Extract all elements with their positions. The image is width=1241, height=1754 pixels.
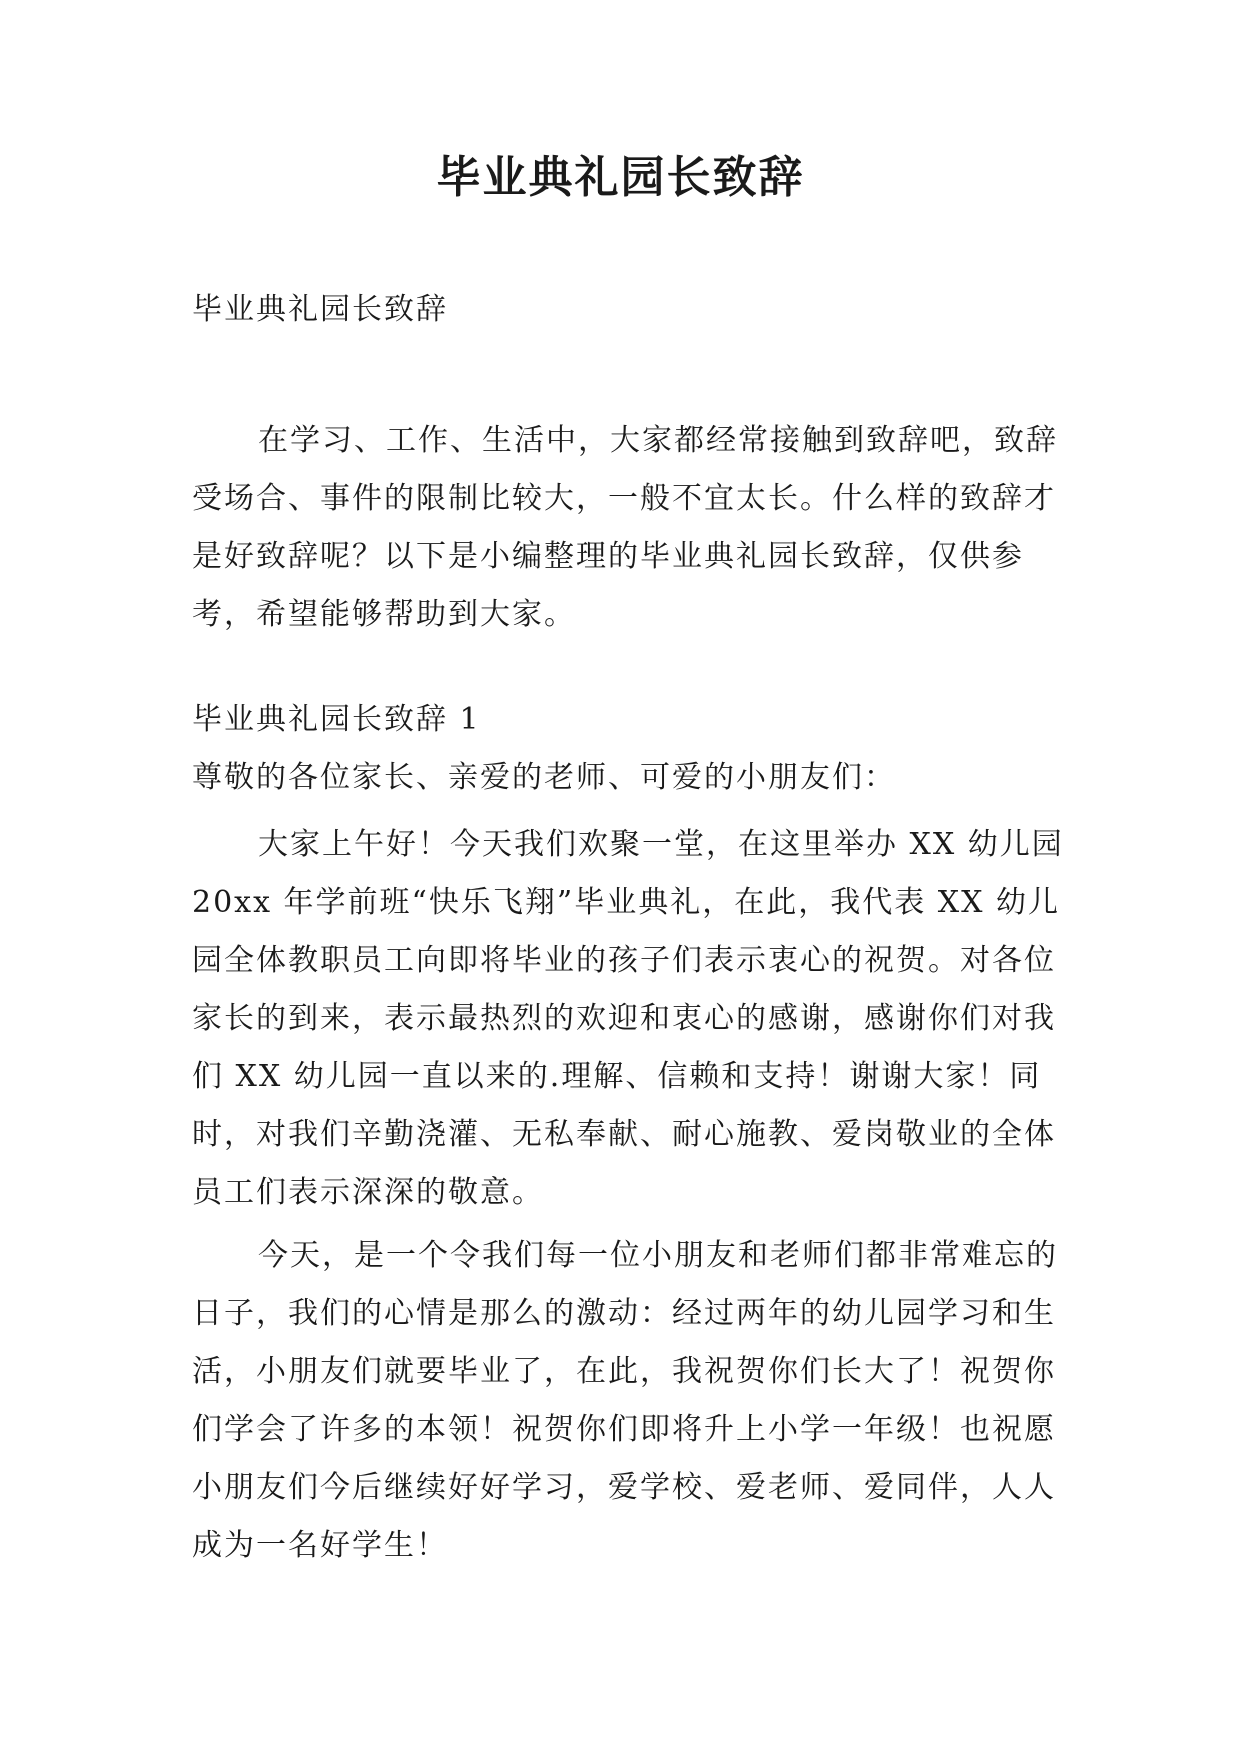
page-title: 毕业典礼园长致辞	[436, 152, 805, 203]
salutation: 尊敬的各位家长、亲爱的老师、可爱的小朋友们：	[192, 760, 896, 795]
intro-paragraph: 在学习、工作、生活中，大家都经常接触到致辞吧，致辞受场合、事件的限制比较大，一般不宜太长。什么样的致辞才是好致辞呢？以下是小编整理的毕业典礼园长致辞，仅供参考，希望能够帮助到大家。	[192, 423, 1058, 632]
body-paragraph-2: 今天，是一个令我们每一位小朋友和老师们都非常难忘的日子，我们的心情是那么的激动：经过两年的幼儿园学习和生活，小朋友们就要毕业了，在此，我祝贺你们长大了！祝贺你们学会了许多的本领！祝贺你们即将升上小学一年级！也祝愿小朋友们今后继续好好学习，爱学校、爱老师、爱同伴，人人成为一名好学生！	[192, 1238, 1058, 1563]
section-heading: 毕业典礼园长致辞 1	[192, 702, 481, 737]
document-subtitle: 毕业典礼园长致辞	[192, 292, 448, 327]
body-paragraph-1: 大家上午好！今天我们欢聚一堂，在这里举办 XX 幼儿园 20xx 年学前班“快乐飞翔”毕业典礼，在此，我代表 XX 幼儿园全体教职员工向即将毕业的孩子们表示衷心的祝贺。对各位家长的到来，表示最热烈的欢迎和衷心的感谢，感谢你们对我们 XX 幼儿园一直以来的.理解、信赖和支持！谢谢大家！同时，对我们辛勤浇灌、无私奉献、耐心施教、爱岗敬业的全体员工们表示深深的敬意。	[192, 827, 1064, 1210]
